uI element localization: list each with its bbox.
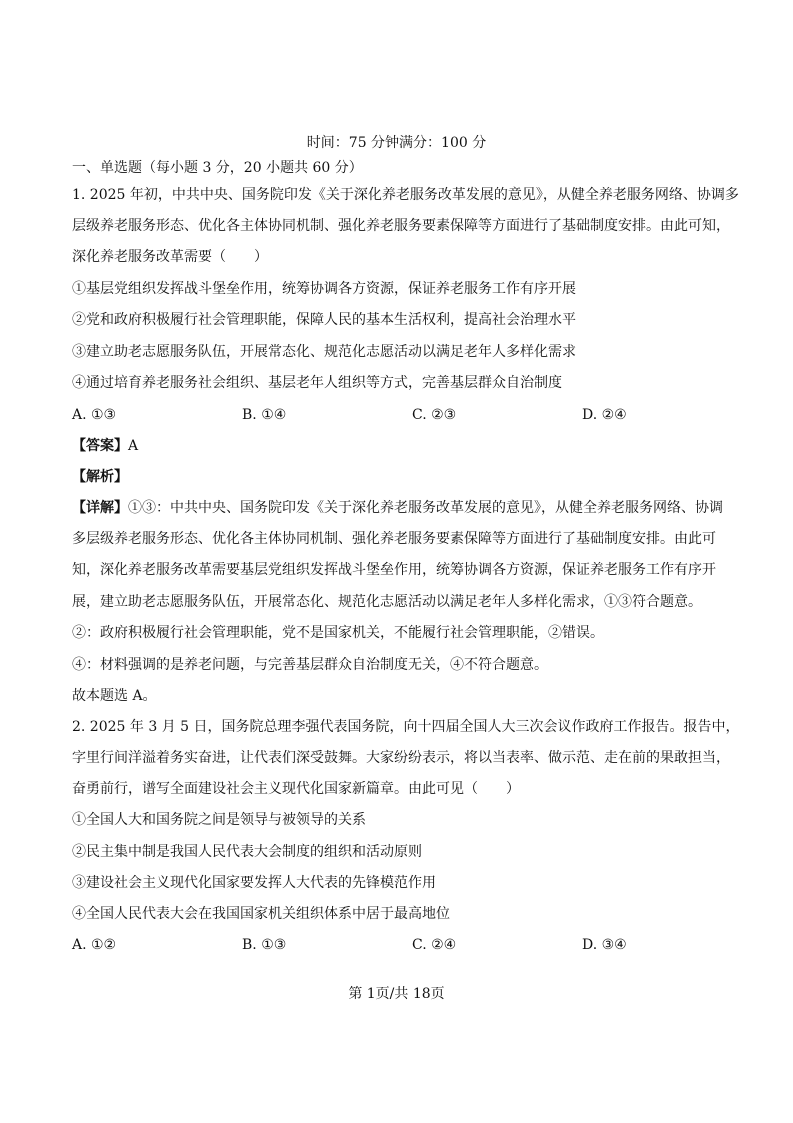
q1-statement-3: ③建立助老志愿服务队伍，开展常态化、规范化志愿活动以满足老年人多样化需求 [72, 344, 576, 360]
q1-stem-line-2: 层级养老服务形态、优化各主体协同机制、强化养老服务要素保障等方面进行了基础制度安排。由此可知， [72, 218, 730, 234]
q1-statement-2: ②党和政府积极履行社会管理职能，保障人民的基本生活权利，提高社会治理水平 [72, 312, 576, 328]
q2-statement-3: ③建设社会主义现代化国家要发挥人大代表的先锋模范作用 [72, 875, 436, 891]
q1-detail-line-3: 知，深化养老服务改革需要基层党组织发挥战斗堡垒作用，统筹协调各方资源，保证养老服务工作有序开 [72, 562, 716, 578]
detail-label: 【详解】 [72, 500, 128, 516]
q2-option-a: A. ①② [72, 937, 117, 953]
q2-statement-4: ④全国人民代表大会在我国国家机关组织体系中居于最高地位 [72, 906, 450, 922]
page-footer: 第 1页/共 18页 [348, 986, 445, 1002]
q1-stem-line-3: 深化养老服务改革需要（ ） [72, 249, 268, 265]
q1-statement-4: ④通过培育养老服务社会组织、基层老年人组织等方式，完善基层群众自治制度 [72, 375, 562, 391]
q2-statement-2: ②民主集中制是我国人民代表大会制度的组织和活动原则 [72, 844, 422, 860]
q1-detail-line-6: ④：材料强调的是养老问题，与完善基层群众自治制度无关，④不符合题意。 [72, 657, 548, 673]
q1-detail-line-1 [72, 498, 732, 518]
analysis-label: 【解析】 [72, 469, 128, 485]
section-title: 一、单选题（每小题 3 分，20 小题共 60 分） [72, 160, 363, 176]
q2-statement-1: ①全国人大和国务院之间是领导与被领导的关系 [72, 812, 366, 828]
q2-option-c: C. ②④ [412, 937, 457, 953]
q1-statement-1: ①基层党组织发挥战斗堡垒作用，统筹协调各方资源，保证养老服务工作有序开展 [72, 281, 576, 297]
detail-text: ①③：中共中央、国务院印发《关于深化养老服务改革发展的意见》，从健全养老服务网络、协调 [128, 500, 723, 516]
q1-detail-line-7: 故本题选 A。 [72, 688, 157, 704]
q1-detail-line-4: 展，建立助老志愿服务队伍，开展常态化、规范化志愿活动以满足老年人多样化需求，①③符合题意。 [72, 594, 702, 610]
q1-option-d: D. ②④ [582, 407, 627, 423]
q1-options [72, 405, 712, 425]
q2-stem-line-3: 奋勇前行，谱写全面建设社会主义现代化国家新篇章。由此可见（ ） [72, 781, 520, 797]
q1-stem-line-1: 1. 2025 年初，中共中央、国务院印发《关于深化养老服务改革发展的意见》，从健全养老服务网络、协调多 [72, 187, 739, 203]
q1-option-a: A. ①③ [72, 407, 117, 423]
q1-answer [72, 436, 732, 456]
q1-detail-line-5: ②：政府积极履行社会管理职能，党不是国家机关，不能履行社会管理职能，②错误。 [72, 625, 604, 641]
q1-detail-line-2: 多层级养老服务形态、优化各主体协同机制、强化养老服务要素保障等方面进行了基础制度安排。由此可 [72, 531, 716, 547]
q1-analysis-heading [72, 467, 732, 487]
q2-option-d: D. ③④ [582, 937, 627, 953]
answer-label: 【答案】 [72, 438, 128, 454]
q2-stem-line-1: 2. 2025 年 3 月 5 日，国务院总理李强代表国务院，向十四届全国人大三次会议作政府工作报告。报告中， [72, 719, 740, 735]
exam-info: 时间：75 分钟满分：100 分 [306, 135, 487, 151]
q2-option-b: B. ①③ [242, 937, 287, 953]
q2-options [72, 935, 712, 955]
q1-option-b: B. ①④ [242, 407, 287, 423]
answer-value: A [128, 438, 139, 454]
q2-stem-line-2: 字里行间洋溢着务实奋进，让代表们深受鼓舞。大家纷纷表示，将以当表率、做示范、走在前的果敢担当， [72, 750, 730, 766]
q1-option-c: C. ②③ [412, 407, 457, 423]
